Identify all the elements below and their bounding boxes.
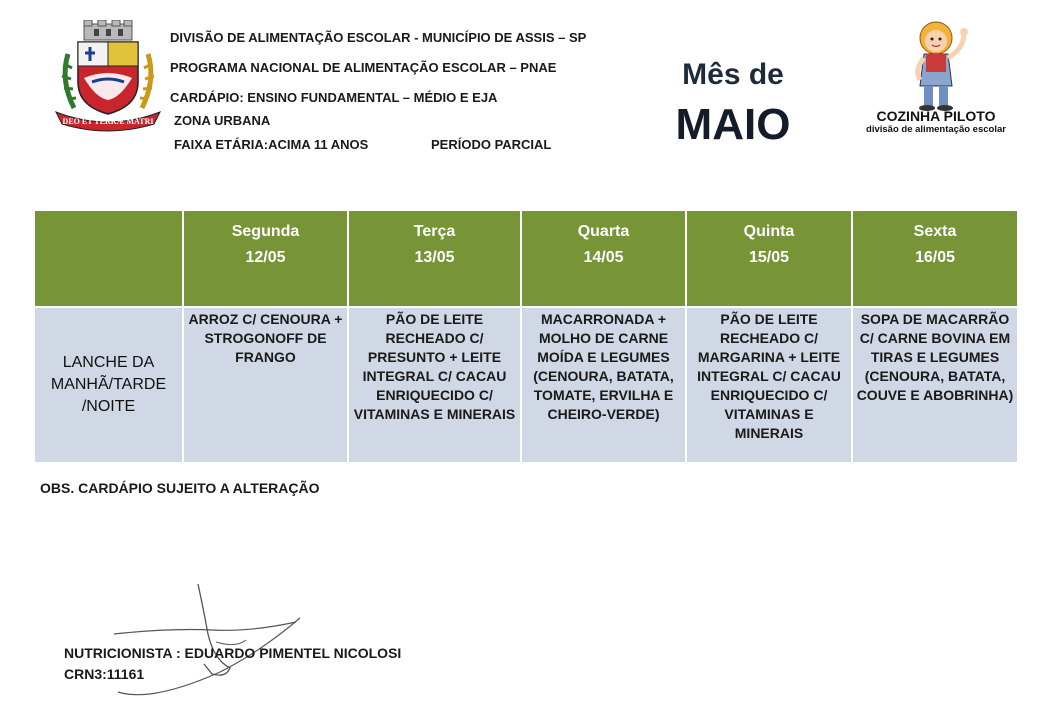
municipal-coat-of-arms [54, 20, 162, 132]
table-header-row [34, 210, 1018, 307]
header-program: PROGRAMA NACIONAL DE ALIMENTAÇÃO ESCOLAR – PNAE [170, 60, 557, 75]
header-empty-cell [34, 210, 183, 307]
month-name: MAIO [675, 100, 791, 149]
header-periodo: PERÍODO PARCIAL [431, 137, 552, 152]
nutritionist-crn: CRN3:11161 [64, 666, 145, 682]
table-row [34, 307, 1018, 463]
signature [100, 582, 310, 702]
nutritionist-name: NUTRICIONISTA : EDUARDO PIMENTEL NICOLOSI [64, 645, 402, 661]
menu-item-segunda: ARROZ C/ CENOURA + STROGONOFF DE FRANGO [183, 307, 348, 463]
day-header-sexta: Sexta 16/05 [852, 210, 1018, 307]
header-faixa-etaria: FAIXA ETÁRIA:ACIMA 11 ANOS [174, 137, 369, 152]
crest-motto: DEO ET TERRÆ MATRI [62, 117, 154, 126]
header-cardapio: CARDÁPIO: ENSINO FUNDAMENTAL – MÉDIO E EJA [170, 90, 498, 105]
header-zona: ZONA URBANA [174, 113, 271, 128]
menu-item-quarta: MACARRONADA + MOLHO DE CARNE MOÍDA E LEGUMES (CENOURA, BATATA, TOMATE, ERVILHA E CHEIRO-VERDE) [521, 307, 686, 463]
meal-label: LANCHE DA MANHÃ/TARDE /NOITE [34, 307, 183, 463]
weekly-menu-table [33, 209, 1019, 464]
menu-item-terca: PÃO DE LEITE RECHEADO C/ PRESUNTO + LEITE INTEGRAL C/ CACAU ENRIQUECIDO C/ VITAMINAS E MINERAIS [348, 307, 521, 463]
brand-subtitle: divisão de alimentação escolar [866, 124, 1006, 135]
menu-item-sexta: SOPA DE MACARRÃO C/ CARNE BOVINA EM TIRAS E LEGUMES (CENOURA, BATATA, COUVE E ABOBRINHA) [852, 307, 1018, 463]
day-header-quinta: Quinta 15/05 [686, 210, 852, 307]
brand-title: COZINHA PILOTO [876, 108, 996, 124]
day-header-terca: Terça 13/05 [348, 210, 521, 307]
menu-item-quinta: PÃO DE LEITE RECHEADO C/ MARGARINA + LEITE INTEGRAL C/ CACAU ENRIQUECIDO C/ VITAMINAS E MINERAIS [686, 307, 852, 463]
header-division: DIVISÃO DE ALIMENTAÇÃO ESCOLAR - MUNICÍPIO DE ASSIS – SP [170, 30, 587, 45]
day-header-quarta: Quarta 14/05 [521, 210, 686, 307]
day-header-segunda: Segunda 12/05 [183, 210, 348, 307]
month-prefix: Mês de [682, 58, 784, 91]
observation-note: OBS. CARDÁPIO SUJEITO A ALTERAÇÃO [40, 480, 320, 496]
